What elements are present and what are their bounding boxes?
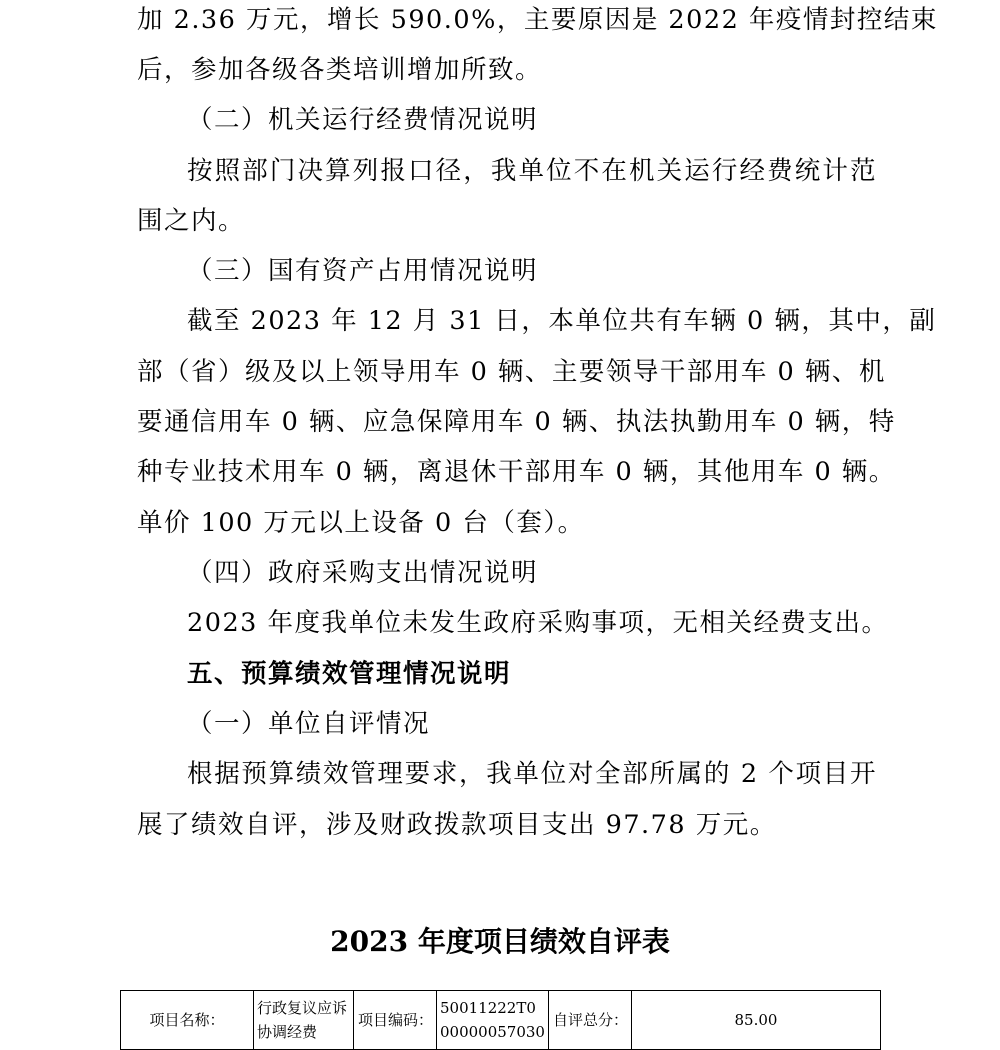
table-row xyxy=(121,991,881,1050)
paragraph-line: 后，参加各级各类培训增加所致。 xyxy=(137,55,543,85)
project-name-value: 行政复议应诉协调经费 xyxy=(254,991,354,1050)
paragraph-line: 围之内。 xyxy=(137,206,246,236)
section-heading: （四）政府采购支出情况说明 xyxy=(187,558,539,588)
section-heading: （二）机关运行经费情况说明 xyxy=(187,105,539,135)
project-name-label: 项目名称： xyxy=(121,991,254,1050)
paragraph-line: 展了绩效自评，涉及财政拨款项目支出 97.78 万元。 xyxy=(137,810,777,840)
self-score-label: 自评总分： xyxy=(549,991,632,1050)
paragraph-line: 部（省）级及以上领导用车 0 辆、主要领导干部用车 0 辆、机 xyxy=(137,357,886,387)
paragraph-line: 单价 100 万元以上设备 0 台（套）。 xyxy=(137,508,585,538)
section-heading: （三）国有资产占用情况说明 xyxy=(187,256,539,286)
paragraph-line: 2023 年度我单位未发生政府采购事项，无相关经费支出。 xyxy=(187,608,889,638)
paragraph-line: 加 2.36 万元，增长 590.0%，主要原因是 2022 年疫情封控结束 xyxy=(137,5,938,35)
section-heading: （一）单位自评情况 xyxy=(187,709,431,739)
performance-table xyxy=(120,990,881,1050)
table-title: 2023 年度项目绩效自评表 xyxy=(330,925,670,958)
paragraph-line: 要通信用车 0 辆、应急保障用车 0 辆、执法执勤用车 0 辆，特 xyxy=(137,407,896,437)
chapter-heading: 五、预算绩效管理情况说明 xyxy=(187,659,512,689)
paragraph-line: 截至 2023 年 12 月 31 日，本单位共有车辆 0 辆，其中，副 xyxy=(187,306,937,336)
paragraph-line: 根据预算绩效管理要求，我单位对全部所属的 2 个项目开 xyxy=(187,759,877,789)
paragraph-line: 种专业技术用车 0 辆，离退休干部用车 0 辆，其他用车 0 辆。 xyxy=(137,457,896,487)
project-code-value: 50011222T000000057030 xyxy=(437,991,549,1050)
self-score-value: 85.00 xyxy=(632,991,881,1050)
paragraph-line: 按照部门决算列报口径，我单位不在机关运行经费统计范 xyxy=(187,156,877,186)
project-code-label: 项目编码： xyxy=(354,991,437,1050)
